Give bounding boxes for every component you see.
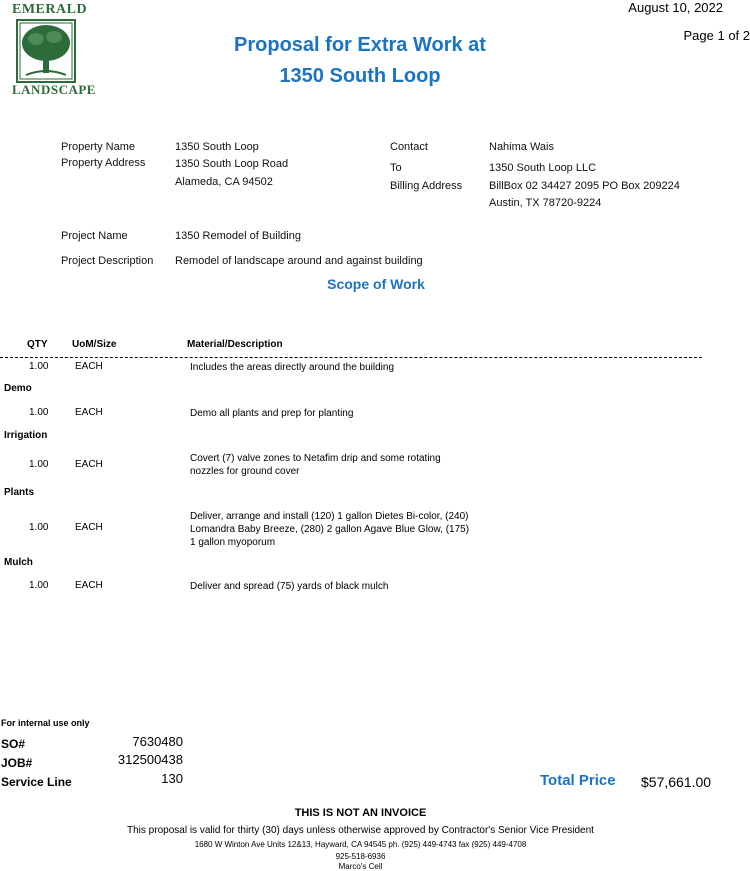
page-number: Page 1 of 2: [683, 28, 750, 43]
document-date: August 10, 2022: [628, 0, 723, 15]
column-header-description: Material/Description: [187, 339, 283, 350]
row-uom: EACH: [75, 407, 103, 418]
section-plants: Plants: [4, 487, 35, 498]
logo-text-top: EMERALD: [12, 2, 88, 17]
row-description: Demo all plants and prep for planting: [190, 408, 354, 419]
property-address-line2: Alameda, CA 94502: [175, 176, 273, 188]
service-line-value: 130: [161, 771, 183, 786]
property-address-line1: 1350 South Loop Road: [175, 158, 289, 170]
so-label: SO#: [1, 737, 26, 751]
column-header-uom: UoM/Size: [72, 339, 117, 350]
total-price-value: $57,661.00: [641, 774, 712, 790]
section-irrigation: Irrigation: [4, 430, 48, 441]
row-uom: EACH: [75, 459, 103, 470]
not-invoice-notice: THIS IS NOT AN INVOICE: [294, 807, 427, 819]
tree-icon: [16, 19, 76, 83]
billing-address-line2: Austin, TX 78720-9224: [489, 197, 602, 209]
project-description-label: Project Description: [61, 255, 154, 267]
row-description: Covert (7) valve zones to Netafim drip and some rotating nozzles for ground cover: [190, 453, 441, 477]
internal-use-heading: For internal use only: [1, 718, 90, 728]
so-value: 7630480: [132, 734, 183, 749]
row-qty: 1.00: [29, 361, 49, 372]
contact-label: Contact: [390, 141, 428, 153]
project-name-label: Project Name: [61, 230, 128, 242]
project-name-value: 1350 Remodel of Building: [175, 230, 301, 242]
company-logo: [12, 2, 96, 98]
header-divider: [0, 357, 702, 358]
job-label: JOB#: [1, 756, 33, 770]
company-address: 1680 W Winton Ave Units 12&13, Hayward, CA 94545 ph. (925) 449-4743 fax (925) 449-4708: [194, 840, 527, 849]
service-line-label: Service Line: [1, 775, 72, 789]
proposal-title-line1: Proposal for Extra Work at: [234, 34, 486, 56]
row-qty: 1.00: [29, 522, 49, 533]
property-address-label: Property Address: [61, 157, 146, 169]
property-name-value: 1350 South Loop: [175, 141, 259, 153]
to-value: 1350 South Loop LLC: [489, 162, 597, 174]
contact-phone-note: Marco's Cell: [338, 862, 383, 871]
billing-address-label: Billing Address: [390, 180, 463, 192]
contact-value: Nahima Wais: [489, 141, 554, 153]
proposal-title-line2: 1350 South Loop: [279, 65, 441, 87]
billing-address-line1: BillBox 02 34427 2095 PO Box 209224: [489, 180, 680, 192]
section-demo: Demo: [4, 383, 32, 394]
scope-of-work-heading: Scope of Work: [327, 276, 425, 292]
to-label: To: [390, 162, 402, 174]
row-uom: EACH: [75, 361, 103, 372]
contact-phone: 925-518-6936: [335, 852, 386, 861]
total-price-label: Total Price: [540, 772, 616, 789]
column-header-qty: QTY: [27, 339, 48, 350]
row-uom: EACH: [75, 522, 103, 533]
validity-statement: This proposal is valid for thirty (30) days unless otherwise approved by Contractor's Senior Vice President: [127, 825, 594, 836]
section-mulch: Mulch: [4, 557, 33, 568]
row-description: Includes the areas directly around the building: [190, 362, 395, 373]
row-qty: 1.00: [29, 459, 49, 470]
row-qty: 1.00: [29, 407, 49, 418]
row-qty: 1.00: [29, 580, 49, 591]
job-value: 312500438: [117, 752, 183, 767]
project-description-value: Remodel of landscape around and against building: [175, 255, 423, 267]
row-uom: EACH: [75, 580, 103, 591]
property-name-label: Property Name: [61, 141, 135, 153]
row-description: Deliver, arrange and install (120) 1 gallon Dietes Bi-color, (240) Lomandra Baby Breeze, (280) 2 gallon Agave Blue Glow, (175) 1 gallon myoporum: [190, 511, 470, 548]
row-description: Deliver and spread (75) yards of black mulch: [190, 581, 389, 592]
logo-text-bottom: LANDSCAPE: [12, 82, 96, 97]
